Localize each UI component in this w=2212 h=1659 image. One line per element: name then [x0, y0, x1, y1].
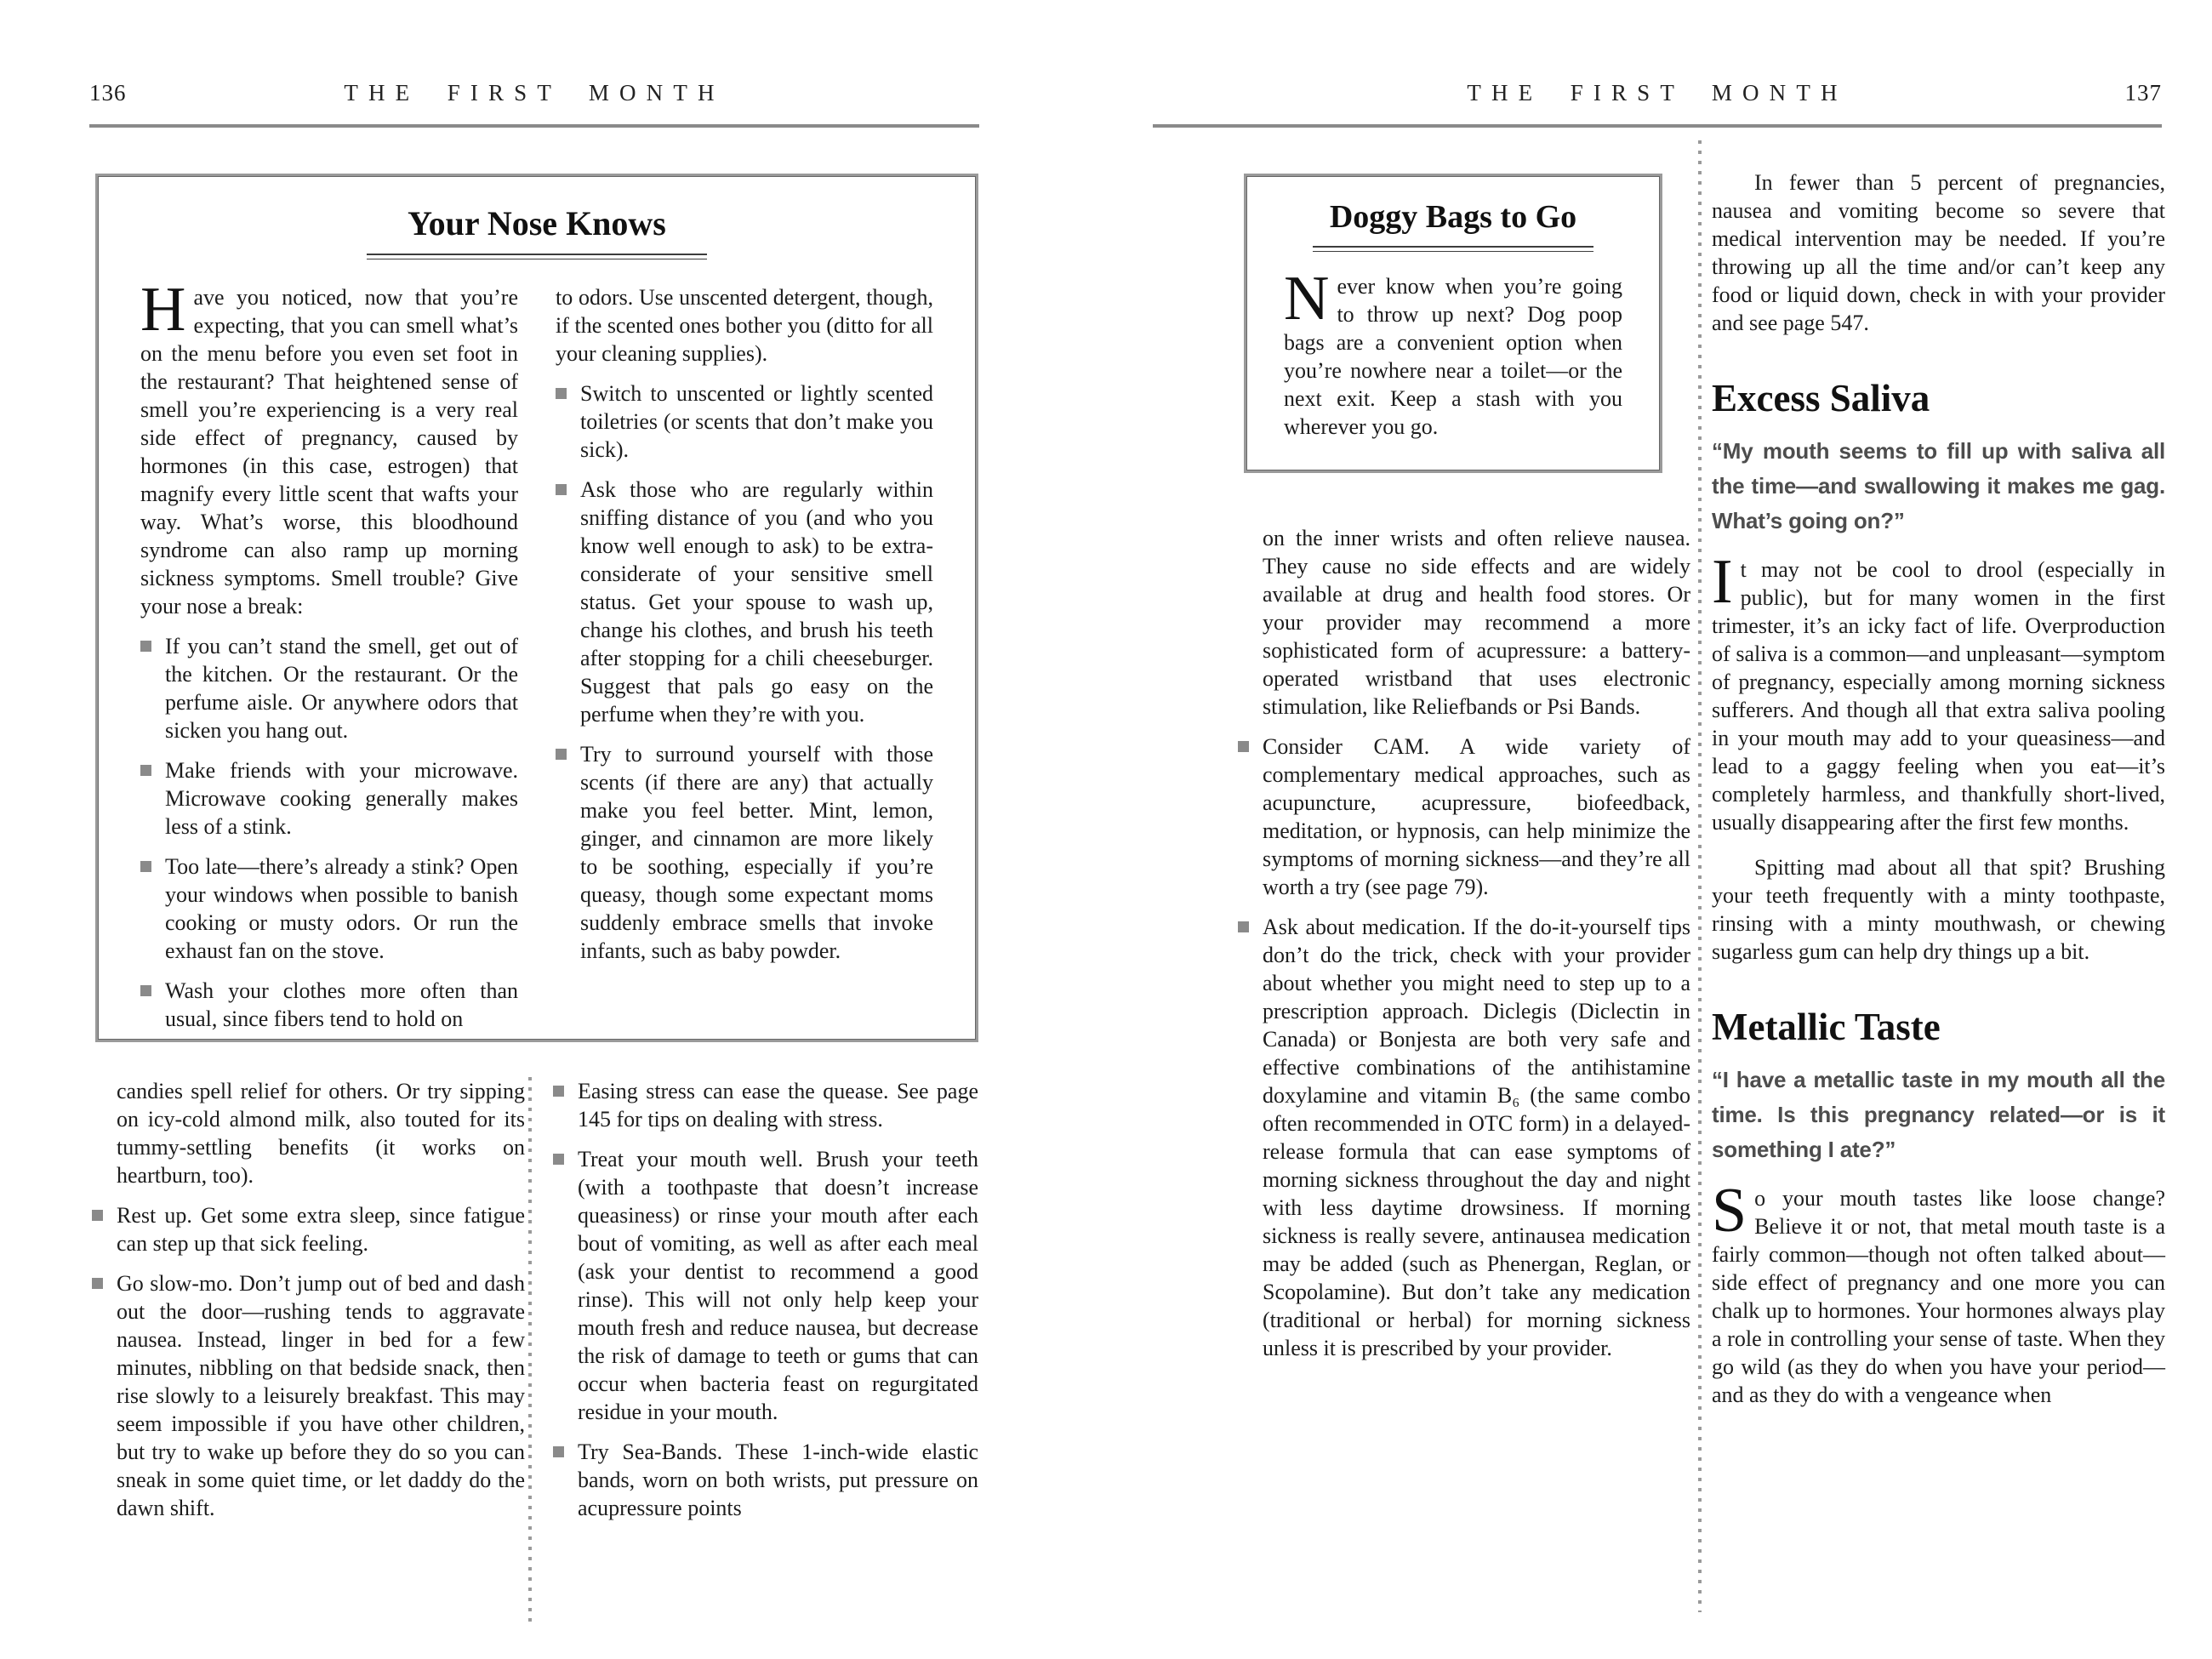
box-column-2	[556, 283, 933, 1033]
bullet-square-icon	[1238, 741, 1249, 752]
bullet-square-icon	[140, 861, 151, 872]
title-double-underline	[1313, 246, 1593, 252]
title-double-underline	[367, 254, 707, 259]
running-head-left: THE FIRST MONTH	[344, 80, 725, 105]
list-item	[556, 476, 933, 728]
box-title-doggy-bags: Doggy Bags to Go	[1329, 199, 1577, 235]
list-item	[553, 1077, 978, 1133]
list-item	[92, 1269, 525, 1522]
list-item	[92, 1201, 525, 1257]
bullet-square-icon	[140, 641, 151, 652]
bullet-text: Treat your mouth well. Brush your teeth (with a toothpaste that doesn’t increase queasiness) or rinse your mouth after each bout of vomiting, as well as after each meal (ask your dentist to recommend a good rinse). This will not only help keep your mouth fresh and reduce nausea, but decrease the risk of damage to teeth or gums that can occur when bacteria feast on regurgitated residue in your mouth.	[578, 1147, 978, 1424]
list-item	[140, 852, 518, 965]
column-divider-dotted	[1698, 140, 1702, 1612]
list-item	[1238, 733, 1690, 901]
your-nose-knows-box	[95, 174, 978, 1042]
bullet-text: Ask about medication. If the do-it-yourself tips don’t do the trick, check with your provider about whether you might need to step up to a prescription approach. Diclegis (Diclectin in Canada) or Bonjesta are both very safe and effective combinations of the antihistamine doxylamine and vitamin B₆ (the same combo often recommended in OTC form) in a delayed-release formula that can ease symptoms of morning sickness throughout the day and night with less daytime drowsiness. If morning sickness is really severe, antinausea medication may be added (such as Phenergan, Reglan, or Scopolamine). But don’t take any medication (traditional or herbal) for morning sickness unless it is prescribed by your provider.	[1263, 915, 1690, 1360]
bullet-text: Too late—there’s already a stink? Open your windows when possible to banish cooking or musty odors. Or run the exhaust fan on the stove.	[165, 854, 518, 963]
bullet-text: Wash your clothes more often than usual, since fibers tend to hold on	[165, 978, 518, 1031]
list-item	[140, 632, 518, 744]
bullet-square-icon	[556, 749, 567, 760]
column-divider-dotted	[528, 1077, 532, 1627]
intro-text: ave you noticed, now that you’re expecting, that you can smell what’s on the menu before you even set foot in the restaurant? That heightened sense of smell you’re experiencing is a very real side effect of pregnancy, caused by hormones (in this case, estrogen) that magnify every little scent that wafts your way. What’s worse, this bloodhound syndrome can also ramp up morning sickness symptoms. Smell trouble? Give your nose a break:	[140, 285, 518, 619]
bullet-square-icon	[556, 388, 567, 399]
bullet-text: Try to surround yourself with those scents (if there are any) that actually make you feel better. Mint, lemon, ginger, and cinnamon are more likely to be soothing, especially if you’re queasy, though some expectant moms suddenly embrace smells that invoke infants, such as baby powder.	[580, 742, 933, 963]
bullet-square-icon	[553, 1086, 564, 1097]
box-body-text: ever know when you’re going to throw up next? Dog poop bags are a convenient option when you’re nowhere near a toilet—or the next exit. Keep a stash with you wherever you go.	[1284, 274, 1622, 439]
header-rule-left	[89, 124, 979, 128]
header-rule-right	[1153, 124, 2162, 128]
continuation-paragraph: on the inner wrists and often relieve nausea. They cause no side effects and are widely available at drug and health food stores. Or your provider may recommend a more sophisticated form of acupressure: a battery-operated wristband that uses electronic stimulation, like Reliefbands or Psi Bands.	[1263, 526, 1690, 719]
list-item	[553, 1438, 978, 1522]
bullet-text: If you can’t stand the smell, get out of the kitchen. Or the restaurant. Or the perfume aisle. Or anywhere odors that sicken you hang out.	[165, 634, 518, 743]
bullet-text: Switch to unscented or lightly scented toiletries (or scents that don’t make you sick).	[580, 381, 933, 462]
list-item	[140, 756, 518, 841]
bullet-text: Easing stress can ease the quease. See page 145 for tips on dealing with stress.	[578, 1079, 978, 1132]
bullet-square-icon	[92, 1210, 103, 1221]
doggy-bags-box	[1244, 174, 1662, 473]
intro-paragraph	[140, 275, 518, 620]
reader-question-quote: “I have a metallic taste in my mouth all the time. Is this pregnancy related—or is it something I ate?”	[1712, 1067, 2165, 1162]
dropcap-n: N	[1284, 264, 1330, 334]
list-item	[556, 740, 933, 965]
dropcap-h: H	[140, 275, 186, 345]
bullet-text: Make friends with your microwave. Microwave cooking generally makes less of a stink.	[165, 758, 518, 839]
section-heading-excess-saliva: Excess Saliva	[1712, 377, 1930, 419]
severe-nausea-paragraph: In fewer than 5 percent of pregnancies, nausea and vomiting become so severe that medical intervention may be needed. If you’re throwing up all the time and/or can’t keep any food or liquid down, check in with your provider and see page 547.	[1712, 170, 2165, 335]
list-item	[556, 379, 933, 464]
running-head-right: THE FIRST MONTH	[1467, 80, 1848, 105]
bullet-text: Try Sea-Bands. These 1-inch-wide elastic bands, worn on both wrists, put pressure on acupressure points	[578, 1440, 978, 1520]
section-heading-metallic-taste: Metallic Taste	[1712, 1006, 1941, 1048]
bullet-text: Consider CAM. A wide variety of complementary medical approaches, such as acupuncture, acupressure, biofeedback, meditation, or hypnosis, can help minimize the symptoms of morning sickness—and they’re all worth a try (see page 79).	[1263, 734, 1690, 899]
dropcap-i: I	[1712, 547, 1733, 617]
excess-saliva-paragraph	[1712, 547, 2165, 836]
metallic-taste-text: o your mouth tastes like loose change? Believe it or not, that metal mouth taste is a fairly common—though not often talked about—side effect of pregnancy and one more you can chalk up to hormones. Your hormones always play a role in controlling your sense of taste. When they go wild (as they do when you have your period—and as they do with a vengeance when	[1712, 1186, 2165, 1407]
reader-question-quote: “My mouth seems to fill up with saliva all the time—and swallowing it makes me gag. What’s going on?”	[1712, 438, 2165, 533]
bullet-square-icon	[140, 765, 151, 776]
left-page-column-1	[92, 1077, 525, 1522]
list-item	[140, 977, 518, 1033]
left-page-column-2	[553, 1077, 978, 1522]
dropcap-s: S	[1712, 1176, 1747, 1246]
page-number-right: 137	[2124, 80, 2162, 105]
list-item	[1238, 913, 1690, 1362]
right-page-middle-column	[1238, 524, 1690, 1362]
bullet-square-icon	[140, 985, 151, 996]
continuation-paragraph: to odors. Use unscented detergent, though, if the scented ones bother you (ditto for all your cleaning supplies).	[556, 285, 933, 366]
metallic-taste-paragraph	[1712, 1176, 2165, 1409]
bullet-text: Rest up. Get some extra sleep, since fatigue can step up that sick feeling.	[117, 1203, 525, 1256]
spitting-mad-paragraph: Spitting mad about all that spit? Brushing your teeth frequently with a minty toothpaste, rinsing with a minty mouthwash, or chewing sugarless gum can help dry things up a bit.	[1712, 855, 2165, 964]
box-column-1	[140, 275, 518, 1033]
bullet-square-icon	[1238, 921, 1249, 932]
list-item	[553, 1145, 978, 1426]
bullet-square-icon	[553, 1154, 564, 1165]
continuation-paragraph: candies spell relief for others. Or try sipping on icy-cold almond milk, also touted for its tummy-settling benefits (it works on heartburn, too).	[117, 1079, 525, 1188]
excess-saliva-text: t may not be cool to drool (especially in public), but for many women in the first trimester, it’s an icky fact of life. Overproduction of saliva is a common—and unpleasant—symptom of pregnancy, especially among morning sickness sufferers. And though all that extra saliva pooling in your mouth may add to your queasiness—and lead to a gaggy feeling when you eat—it’s completely harmless, and thankfully short-lived, usually disappearing after the first few months.	[1712, 557, 2165, 835]
bullet-square-icon	[92, 1278, 103, 1289]
bullet-square-icon	[556, 484, 567, 495]
bullet-text: Ask those who are regularly within sniffing distance of you (and who you know well enough to ask) to be extra-considerate of your sensitive smell status. Get your spouse to wash up, change his clothes, and brush his teeth after stopping for a chili cheeseburger. Suggest that pals go easy on the perfume when they’re with you.	[580, 477, 933, 727]
box-body-paragraph	[1284, 264, 1622, 441]
bullet-square-icon	[553, 1446, 564, 1457]
box-title-your-nose-knows: Your Nose Knows	[408, 204, 666, 242]
bullet-text: Go slow-mo. Don’t jump out of bed and dash out the door—rushing tends to aggravate nausea. Instead, linger in bed for a few minutes, nibbling on that bedside snack, then rise slowly to a leisurely breakfast. This may seem impossible if you have other children, but try to wake up before they do so you can sneak in some quiet time, or let daddy do the dawn shift.	[117, 1271, 525, 1520]
page-number-left: 136	[89, 80, 127, 105]
right-page-right-column	[1712, 168, 2165, 1409]
